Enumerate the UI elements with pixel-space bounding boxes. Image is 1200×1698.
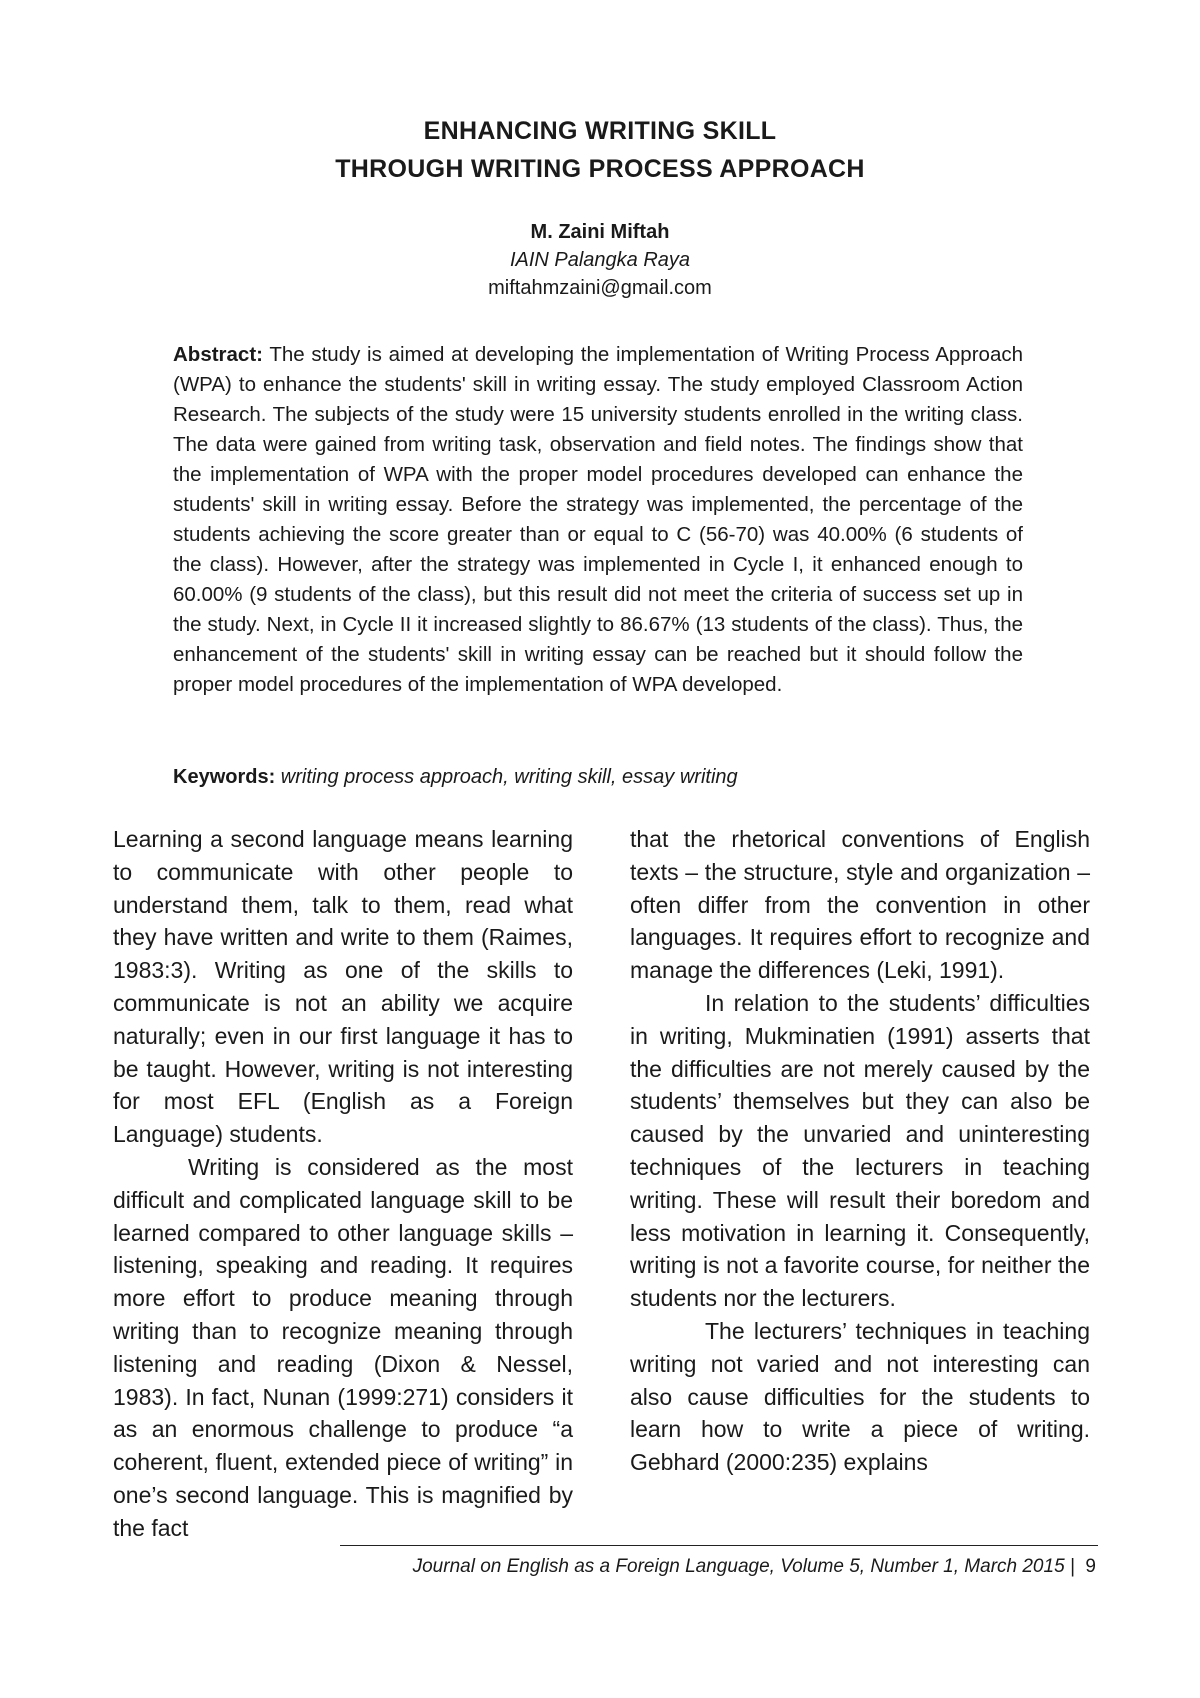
title-line-2: THROUGH WRITING PROCESS APPROACH	[335, 155, 865, 183]
abstract-text: The study is aimed at developing the implementation of Writing Process Approach (WPA) to enhance the students' skill in writing essay. The study employed Classroom Action Research. The subjects of the study were 15 university students enrolled in the writing class. The data were gained from writing task, observation and field notes. The findings show that the implementation of WPA with the proper model procedures developed can enhance the students' skill in writing essay. Before the strategy was implemented, the percentage of the students achieving the score greater than or equal to C (56-70) was 40.00% (6 students of the class). However, after the strategy was implemented in Cycle I, it enhanced enough to 60.00% (9 students of the class), but this result did not meet the criteria of success set up in the study. Next, in Cycle II it increased slightly to 86.67% (13 students of the class). Thus, the enhancement of the students' skill in writing essay can be reached but it should follow the proper model procedures of the implementation of WPA developed.	[173, 343, 1023, 696]
page-number: 9	[1085, 1556, 1096, 1577]
footer-journal: Journal on English as a Foreign Language, Volume 5, Number 1, March 2015 |	[412, 1556, 1075, 1577]
author-email[interactable]: miftahmzaini@gmail.com	[488, 277, 712, 299]
abstract	[173, 340, 1023, 700]
body-paragraph: In relation to the students’ difficulties in writing, Mukminatien (1991) asserts that the difficulties are not merely caused by the students’ themselves but they can also be caused by the unvaried and uninteresting techniques of the lecturers in teaching writing. These will result their boredom and less motivation in learning it. Consequently, writing is not a favorite course, for neither the students nor the lecturers.	[630, 989, 1090, 1312]
footer-divider	[340, 1545, 1098, 1546]
body-paragraph: that the rhetorical conventions of English texts – the structure, style and organization – often differ from the convention in other languages. It requires effort to recognize and manage the differences (Leki, 1991).	[630, 826, 1090, 984]
body-paragraph: Writing is considered as the most difficult and complicated language skill to be learned compared to other language skills – listening, speaking and reading. It requires more effort to produce meaning through writing than to recognize meaning through listening and reading (Dixon & Nessel, 1983). In fact, Nunan (1999:271) considers it as an enormous challenge to produce “a coherent, fluent, extended piece of writing” in one’s second language. This is magnified by the fact	[113, 1153, 573, 1541]
body-column-left	[113, 823, 573, 1545]
page-footer	[413, 1553, 1096, 1581]
author-name: M. Zaini Miftah	[530, 221, 670, 243]
keywords-text: writing process approach, writing skill, essay writing	[275, 766, 738, 788]
body-paragraph: Learning a second language means learning to communicate with other people to understand them, talk to them, read what they have written and write to them (Raimes, 1983:3). Writing as one of the skills to communicate is not an ability we acquire naturally; even in our first language it has to be taught. However, writing is not interesting for most EFL (English as a Foreign Language) students.	[113, 826, 573, 1148]
abstract-label: Abstract:	[173, 343, 263, 366]
author-block	[0, 218, 1200, 302]
paper-title	[0, 112, 1200, 188]
author-affiliation: IAIN Palangka Raya	[509, 249, 691, 271]
keywords-label: Keywords:	[173, 766, 276, 788]
body-column-right	[630, 823, 1090, 1479]
keywords	[173, 762, 1023, 792]
body-paragraph: The lecturers’ techniques in teaching writing not varied and not interesting can also cause difficulties for the students to learn how to write a piece of writing. Gebhard (2000:235) explains	[630, 1317, 1090, 1476]
title-line-1: ENHANCING WRITING SKILL	[423, 117, 777, 145]
